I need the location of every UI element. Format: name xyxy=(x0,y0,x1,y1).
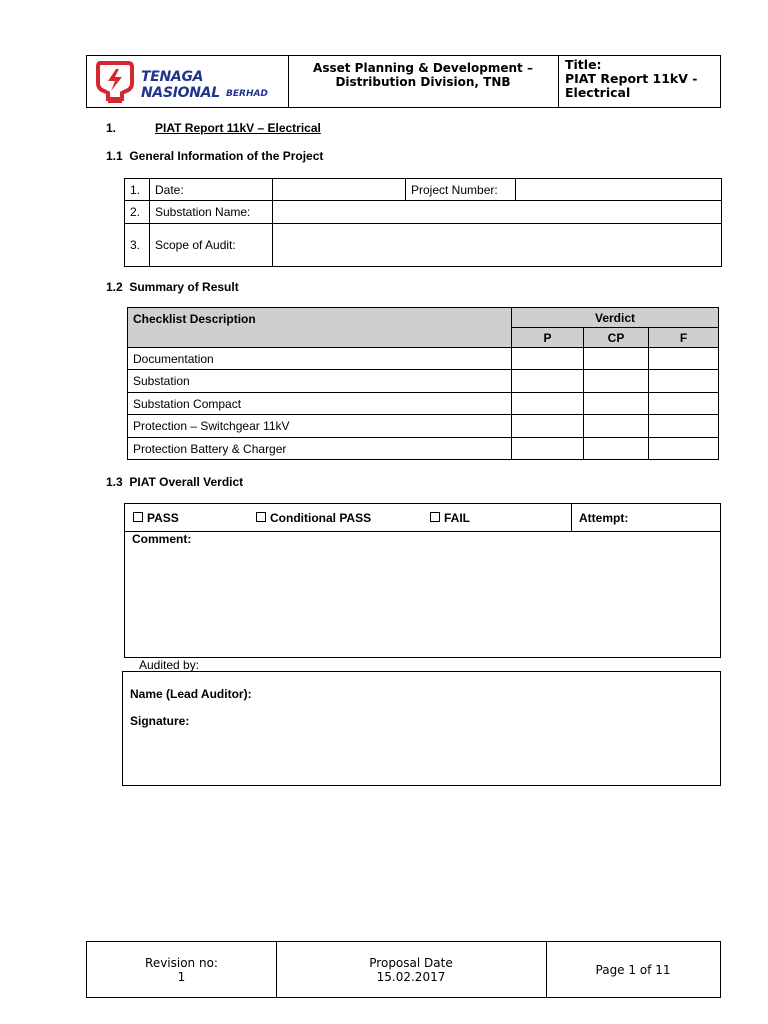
comment-field[interactable] xyxy=(127,548,717,653)
revision-label: Revision no: xyxy=(145,955,218,970)
document-header xyxy=(86,55,721,108)
pass-label: PASS xyxy=(147,511,179,525)
verdict-cell[interactable] xyxy=(512,438,584,460)
row-number: 2. xyxy=(125,201,150,224)
verdict-cell[interactable] xyxy=(584,415,649,438)
page-number: Page 1 of 11 xyxy=(595,962,671,977)
verdict-cell[interactable] xyxy=(584,438,649,460)
table-row xyxy=(125,201,722,224)
proposal-date-cell xyxy=(276,942,547,997)
scope-of-audit-label: Scope of Audit: xyxy=(150,224,273,267)
verdict-f-header: F xyxy=(649,328,719,348)
department-line-1: Asset Planning & Development – xyxy=(313,61,533,75)
checkbox-icon[interactable] xyxy=(430,512,440,522)
verdict-cell[interactable] xyxy=(512,348,584,370)
checklist-description-header: Checklist Description xyxy=(128,308,512,348)
verdict-cell[interactable] xyxy=(512,415,584,438)
audited-by-label: Audited by: xyxy=(139,658,200,672)
title-cell xyxy=(559,56,720,107)
proposal-date-value: 15.02.2017 xyxy=(376,969,446,984)
conditional-pass-label: Conditional PASS xyxy=(270,511,372,525)
substation-name-field[interactable] xyxy=(273,201,722,224)
tnb-logo-icon xyxy=(94,59,136,105)
date-value-field[interactable] xyxy=(273,179,406,201)
project-number-label: Project Number: xyxy=(406,179,516,201)
verdict-cell[interactable] xyxy=(649,415,719,438)
date-label: Date: xyxy=(150,179,273,201)
verdict-cell[interactable] xyxy=(512,370,584,393)
summary-table xyxy=(127,307,719,460)
title-line-1: PIAT Report 11kV - xyxy=(565,71,698,86)
table-row xyxy=(128,370,719,393)
logo-text-nasional: NASIONAL xyxy=(141,85,220,101)
table-row xyxy=(128,415,719,438)
section-number: 1. xyxy=(106,121,117,135)
verdict-cell[interactable] xyxy=(584,393,649,415)
overall-verdict-box xyxy=(124,503,721,658)
checkbox-icon[interactable] xyxy=(256,512,266,522)
lead-auditor-name-field[interactable] xyxy=(303,682,703,704)
section-title: PIAT Report 11kV – Electrical xyxy=(155,121,321,135)
overall-verdict-heading: 1.3 PIAT Overall Verdict xyxy=(106,475,244,489)
verdict-cell[interactable] xyxy=(649,370,719,393)
department-cell xyxy=(288,56,559,107)
revision-cell xyxy=(87,942,277,997)
verdict-cell[interactable] xyxy=(649,393,719,415)
signature-field[interactable] xyxy=(213,710,703,770)
verdict-cell[interactable] xyxy=(584,348,649,370)
revision-value: 1 xyxy=(177,969,186,984)
lead-auditor-name-label: Name (Lead Auditor): xyxy=(130,687,252,701)
logo-cell xyxy=(87,56,289,107)
summary-heading: 1.2 Summary of Result xyxy=(106,280,239,294)
pass-option[interactable] xyxy=(133,511,179,525)
verdict-cp-header: CP xyxy=(584,328,649,348)
verdict-cell[interactable] xyxy=(512,393,584,415)
substation-name-label: Substation Name: xyxy=(150,201,273,224)
title-label: Title: xyxy=(565,57,602,72)
verdict-cell[interactable] xyxy=(649,348,719,370)
logo-text-berhad: BERHAD xyxy=(226,89,268,99)
logo-text-tenaga: TENAGA xyxy=(141,69,204,85)
row-number: 1. xyxy=(125,179,150,201)
checklist-item: Protection – Switchgear 11kV xyxy=(128,415,512,438)
signature-label: Signature: xyxy=(130,714,190,728)
verdict-header: Verdict xyxy=(512,308,719,328)
checklist-item: Substation Compact xyxy=(128,393,512,415)
checklist-item: Documentation xyxy=(128,348,512,370)
title-line-2: Electrical xyxy=(565,85,631,100)
divider xyxy=(125,531,720,532)
comment-label: Comment: xyxy=(132,532,192,546)
table-row xyxy=(128,348,719,370)
table-header-row xyxy=(128,308,719,328)
table-row xyxy=(128,438,719,460)
table-row xyxy=(125,179,722,201)
fail-option[interactable] xyxy=(430,511,470,525)
verdict-cell[interactable] xyxy=(584,370,649,393)
scope-of-audit-field[interactable] xyxy=(273,224,722,267)
general-info-heading: 1.1 General Information of the Project xyxy=(106,149,324,163)
project-number-field[interactable] xyxy=(516,179,722,201)
table-row xyxy=(125,224,722,267)
checkbox-icon[interactable] xyxy=(133,512,143,522)
checklist-item: Protection Battery & Charger xyxy=(128,438,512,460)
document-footer xyxy=(86,941,721,998)
audit-box xyxy=(122,671,721,786)
department-line-2: Distribution Division, TNB xyxy=(335,75,511,89)
page-number-cell xyxy=(546,942,720,997)
proposal-date-label: Proposal Date xyxy=(369,955,453,970)
attempt-label: Attempt: xyxy=(579,511,629,525)
verdict-cell[interactable] xyxy=(649,438,719,460)
checklist-item: Substation xyxy=(128,370,512,393)
divider xyxy=(571,504,572,531)
table-row xyxy=(128,393,719,415)
conditional-pass-option[interactable] xyxy=(256,511,371,525)
row-number: 3. xyxy=(125,224,150,267)
general-info-table xyxy=(124,178,722,267)
fail-label: FAIL xyxy=(444,511,470,525)
verdict-p-header: P xyxy=(512,328,584,348)
